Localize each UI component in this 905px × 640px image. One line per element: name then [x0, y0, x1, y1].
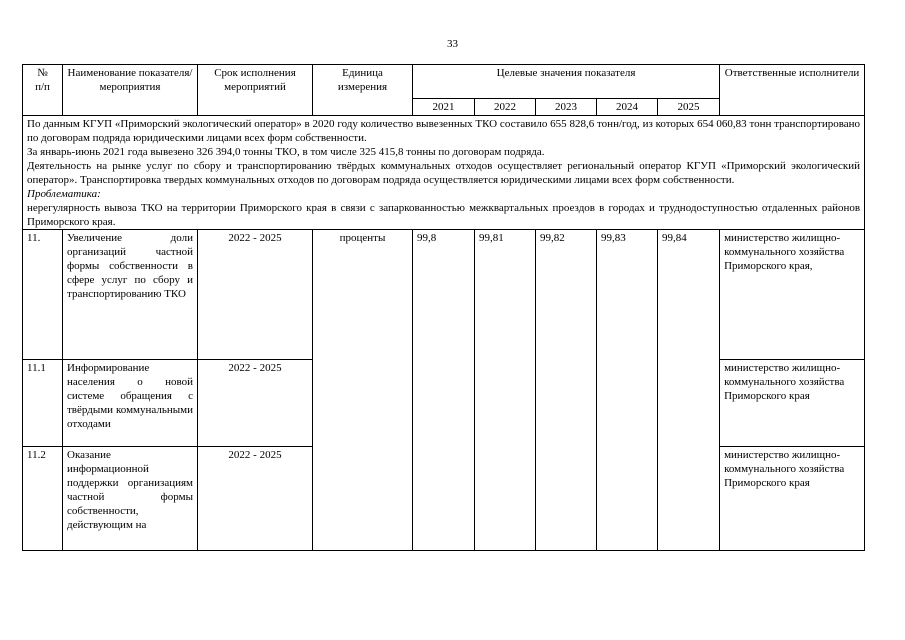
info-paragraph-1: По данным КГУП «Приморский экологический оператор» в 2020 году количество вывезенных ТКО составило 655 828,6 тонн/год, из которых 654 060,83 тонн транспортировано по договорам подряда юридическими лицами всех форм собственности.	[27, 118, 861, 144]
row-deadline: 2022 - 2025	[198, 447, 313, 551]
row-value-2022: 99,81	[475, 230, 536, 551]
header-year-2021: 2021	[413, 99, 475, 116]
info-block-row	[23, 116, 865, 230]
row-deadline: 2022 - 2025	[198, 360, 313, 447]
page-number: 33	[447, 38, 458, 50]
row-name: Увеличение доли организаций частной формы собственности в сфере услуг по сбору и транспортированию ТКО	[63, 230, 198, 360]
row-value-2024: 99,83	[597, 230, 658, 551]
header-responsible: Ответственные исполнители	[720, 65, 865, 116]
problem-title: Проблематика:	[27, 188, 101, 200]
row-num: 11.1	[23, 360, 63, 447]
header-deadline: Срок исполнения мероприятий	[198, 65, 313, 116]
header-num: № п/п	[23, 65, 63, 116]
row-value-2025: 99,84	[658, 230, 720, 551]
row-value-2023: 99,82	[536, 230, 597, 551]
row-responsible: министерство жилищно-коммунального хозяйства Приморского края	[720, 447, 865, 551]
info-paragraph-3: Деятельность на рынке услуг по сбору и транспортированию твёрдых коммунальных отходов осуществляет региональный оператор КГУП «Приморский экологический оператор». Транспортировка твердых коммунальных отходов по договорам подряда осуществляется юридическими лицами всех форм собственности.	[27, 160, 861, 186]
row-num: 11.2	[23, 447, 63, 551]
header-name: Наименование показателя/мероприятия	[63, 65, 198, 116]
header-target-values: Целевые значения показателя	[413, 65, 720, 99]
row-name: Информирование населения о новой системе обращения с твёрдыми коммунальными отходами	[63, 360, 198, 447]
row-value-2021: 99,8	[413, 230, 475, 551]
header-year-2022: 2022	[475, 99, 536, 116]
row-responsible: министерство жилищно-коммунального хозяйства Приморского края,	[720, 230, 865, 360]
header-year-2023: 2023	[536, 99, 597, 116]
row-name: Оказание информационной поддержки организациям частной формы собственности, действующим на	[63, 447, 198, 551]
row-num: 11.	[23, 230, 63, 360]
header-year-2025: 2025	[658, 99, 720, 116]
row-deadline: 2022 - 2025	[198, 230, 313, 360]
header-row	[23, 65, 865, 99]
header-year-2024: 2024	[597, 99, 658, 116]
problem-text: нерегулярность вывоза ТКО на территории Приморского края в связи с запаркованностью межквартальных проездов в городах и труднодоступностью отдаленных районов Приморского края.	[27, 202, 861, 228]
indicators-table	[22, 64, 865, 551]
table-row	[23, 230, 865, 360]
row-responsible: министерство жилищно-коммунального хозяйства Приморского края	[720, 360, 865, 447]
info-block	[23, 116, 865, 230]
row-unit: проценты	[313, 230, 413, 551]
info-paragraph-2: За январь-июнь 2021 года вывезено 326 394,0 тонны ТКО, в том числе 325 415,8 тонны по договорам подряда.	[27, 146, 545, 158]
header-unit: Единица измерения	[313, 65, 413, 116]
